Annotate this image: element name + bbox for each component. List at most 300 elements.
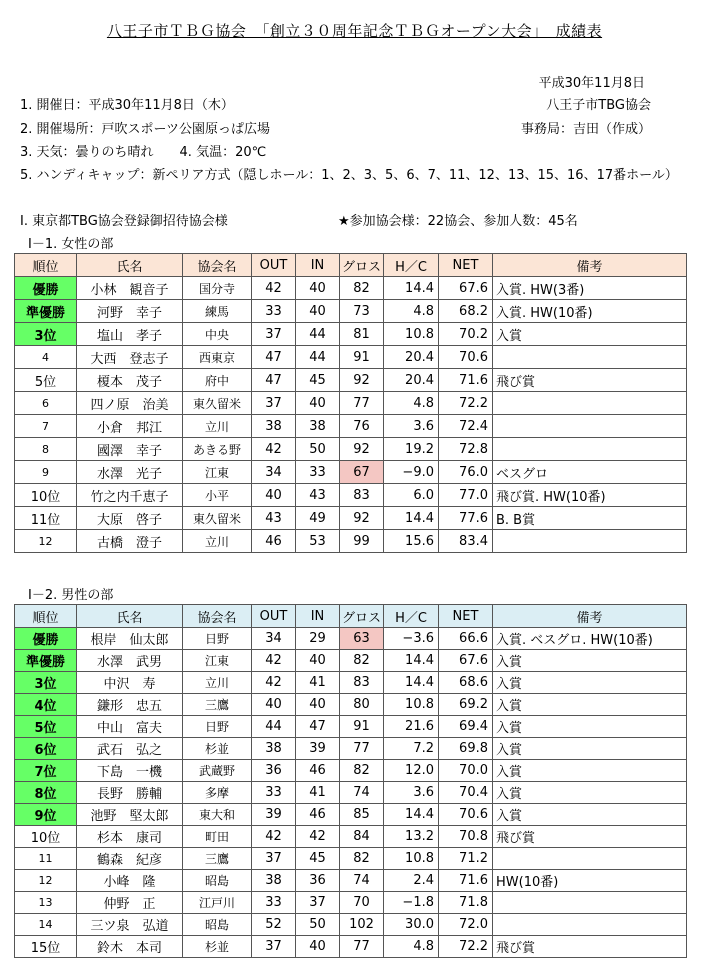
hc-cell: 10.8 [384, 323, 439, 346]
rank-cell: 9位 [15, 804, 77, 826]
rank-cell: 8位 [15, 782, 77, 804]
net-cell: 77.0 [439, 484, 493, 507]
men-result-row [15, 848, 687, 870]
gross-cell: 102 [340, 914, 384, 936]
in-cell: 41 [296, 672, 340, 694]
col-in: IN [296, 254, 340, 277]
in-cell: 53 [296, 530, 340, 553]
assoc-cell: 立川 [183, 530, 252, 553]
col-gross: グロス [340, 605, 384, 628]
net-cell: 70.0 [439, 760, 493, 782]
gross-cell: 67 [340, 461, 384, 484]
name-cell: 國澤 幸子 [77, 438, 183, 461]
hc-cell: −3.6 [384, 628, 439, 650]
in-cell: 44 [296, 346, 340, 369]
report-date: 平成30年11月8日 [538, 76, 645, 91]
info-date: 1. 開催日：平成30年11月8日（木） [20, 98, 234, 113]
out-cell: 40 [252, 484, 296, 507]
note-cell: 入賞 [493, 738, 687, 760]
in-cell: 45 [296, 848, 340, 870]
name-cell: 鎌形 忠五 [77, 694, 183, 716]
rank-cell: 優勝 [15, 277, 77, 300]
col-note: 備考 [493, 605, 687, 628]
name-cell: 根岸 仙太郎 [77, 628, 183, 650]
rank-cell: 5位 [15, 369, 77, 392]
in-cell: 44 [296, 323, 340, 346]
name-cell: 河野 幸子 [77, 300, 183, 323]
net-cell: 69.4 [439, 716, 493, 738]
rank-cell: 3位 [15, 672, 77, 694]
women-result-row [15, 461, 687, 484]
hc-cell: 14.4 [384, 507, 439, 530]
out-cell: 44 [252, 716, 296, 738]
men-result-row [15, 672, 687, 694]
men-section-title: Ⅰ－2. 男性の部 [28, 588, 114, 603]
hc-cell: 19.2 [384, 438, 439, 461]
net-cell: 70.6 [439, 346, 493, 369]
info-weather: 3. 天気：曇りのち晴れ 4. 気温：20℃ [20, 145, 267, 160]
out-cell: 47 [252, 369, 296, 392]
out-cell: 37 [252, 936, 296, 958]
rank-cell: 11 [15, 848, 77, 870]
net-cell: 71.6 [439, 369, 493, 392]
note-cell: 入賞 [493, 760, 687, 782]
rank-cell: 10位 [15, 484, 77, 507]
in-cell: 37 [296, 892, 340, 914]
net-cell: 68.2 [439, 300, 493, 323]
out-cell: 42 [252, 438, 296, 461]
hc-cell: 2.4 [384, 870, 439, 892]
in-cell: 29 [296, 628, 340, 650]
gross-cell: 83 [340, 672, 384, 694]
assoc-cell: 日野 [183, 716, 252, 738]
men-results-table [14, 604, 687, 958]
women-result-row [15, 346, 687, 369]
col-rank: 順位 [15, 254, 77, 277]
rank-cell: 準優勝 [15, 650, 77, 672]
in-cell: 33 [296, 461, 340, 484]
in-cell: 43 [296, 484, 340, 507]
note-cell [493, 392, 687, 415]
net-cell: 72.0 [439, 914, 493, 936]
net-cell: 71.2 [439, 848, 493, 870]
note-cell: 入賞 [493, 694, 687, 716]
hc-cell: 6.0 [384, 484, 439, 507]
men-result-row [15, 628, 687, 650]
gross-cell: 82 [340, 760, 384, 782]
gross-cell: 92 [340, 438, 384, 461]
women-result-row [15, 323, 687, 346]
rank-cell: 7位 [15, 760, 77, 782]
gross-cell: 74 [340, 870, 384, 892]
in-cell: 46 [296, 804, 340, 826]
net-cell: 72.2 [439, 392, 493, 415]
note-cell: 飛び賞 [493, 826, 687, 848]
rank-cell: 12 [15, 530, 77, 553]
net-cell: 83.4 [439, 530, 493, 553]
net-cell: 66.6 [439, 628, 493, 650]
name-cell: 榎本 茂子 [77, 369, 183, 392]
hc-cell: 10.8 [384, 848, 439, 870]
in-cell: 40 [296, 694, 340, 716]
name-cell: 四ノ原 治美 [77, 392, 183, 415]
in-cell: 42 [296, 826, 340, 848]
col-in: IN [296, 605, 340, 628]
col-net: NET [439, 605, 493, 628]
col-out: OUT [252, 605, 296, 628]
note-cell: 入賞. HW(10番) [493, 300, 687, 323]
assoc-cell: 三鷹 [183, 848, 252, 870]
out-cell: 38 [252, 415, 296, 438]
note-cell: 入賞 [493, 782, 687, 804]
rank-cell: 準優勝 [15, 300, 77, 323]
note-cell [493, 914, 687, 936]
rank-cell: 12 [15, 870, 77, 892]
gross-cell: 83 [340, 484, 384, 507]
name-cell: 武石 弘之 [77, 738, 183, 760]
name-cell: 中沢 寿 [77, 672, 183, 694]
note-cell [493, 438, 687, 461]
in-cell: 46 [296, 760, 340, 782]
assoc-cell: 東久留米 [183, 507, 252, 530]
name-cell: 小倉 邦江 [77, 415, 183, 438]
women-result-row [15, 415, 687, 438]
net-cell: 72.8 [439, 438, 493, 461]
women-result-row [15, 484, 687, 507]
out-cell: 33 [252, 300, 296, 323]
gross-cell: 82 [340, 650, 384, 672]
in-cell: 40 [296, 392, 340, 415]
gross-cell: 91 [340, 716, 384, 738]
gross-cell: 80 [340, 694, 384, 716]
out-cell: 37 [252, 323, 296, 346]
participants-summary: ★参加協会様：22協会、参加人数：45名 [338, 214, 578, 229]
gross-cell: 73 [340, 300, 384, 323]
gross-cell: 77 [340, 936, 384, 958]
in-cell: 40 [296, 300, 340, 323]
women-header-row [15, 254, 687, 277]
men-result-row [15, 826, 687, 848]
net-cell: 70.2 [439, 323, 493, 346]
note-cell: 入賞. HW(3番) [493, 277, 687, 300]
women-section-title: Ⅰ－1. 女性の部 [28, 237, 114, 252]
page-title: 八王子市ＴＢＧ協会 「創立３０周年記念ＴＢＧオープン大会」 成績表 [106, 22, 603, 40]
gross-cell: 74 [340, 782, 384, 804]
assoc-cell: 昭島 [183, 870, 252, 892]
hc-cell: 20.4 [384, 346, 439, 369]
name-cell: 竹之内千恵子 [77, 484, 183, 507]
women-result-row [15, 369, 687, 392]
in-cell: 50 [296, 914, 340, 936]
hc-cell: 15.6 [384, 530, 439, 553]
hc-cell: 14.4 [384, 277, 439, 300]
men-result-row [15, 738, 687, 760]
assoc-cell: 町田 [183, 826, 252, 848]
name-cell: 塩山 孝子 [77, 323, 183, 346]
out-cell: 40 [252, 694, 296, 716]
gross-cell: 63 [340, 628, 384, 650]
name-cell: 仲野 正 [77, 892, 183, 914]
out-cell: 39 [252, 804, 296, 826]
note-cell: 入賞 [493, 323, 687, 346]
out-cell: 38 [252, 738, 296, 760]
note-cell: HW(10番) [493, 870, 687, 892]
rank-cell: 11位 [15, 507, 77, 530]
out-cell: 42 [252, 277, 296, 300]
net-cell: 77.6 [439, 507, 493, 530]
note-cell: 飛び賞. HW(10番) [493, 484, 687, 507]
net-cell: 72.4 [439, 415, 493, 438]
net-cell: 70.6 [439, 804, 493, 826]
assoc-cell: 多摩 [183, 782, 252, 804]
in-cell: 40 [296, 277, 340, 300]
men-result-row [15, 936, 687, 958]
in-cell: 41 [296, 782, 340, 804]
women-result-row [15, 392, 687, 415]
hc-cell: 12.0 [384, 760, 439, 782]
hc-cell: 4.8 [384, 300, 439, 323]
rank-cell: 3位 [15, 323, 77, 346]
rank-cell: 5位 [15, 716, 77, 738]
out-cell: 33 [252, 782, 296, 804]
out-cell: 42 [252, 672, 296, 694]
gross-cell: 76 [340, 415, 384, 438]
col-out: OUT [252, 254, 296, 277]
in-cell: 40 [296, 650, 340, 672]
out-cell: 37 [252, 848, 296, 870]
name-cell: 杉本 康司 [77, 826, 183, 848]
net-cell: 67.6 [439, 277, 493, 300]
section-title: Ⅰ. 東京都TBG協会登録御招待協会様 [20, 214, 228, 229]
out-cell: 52 [252, 914, 296, 936]
men-result-row [15, 914, 687, 936]
hc-cell: 7.2 [384, 738, 439, 760]
hc-cell: 14.4 [384, 650, 439, 672]
hc-cell: 13.2 [384, 826, 439, 848]
net-cell: 68.6 [439, 672, 493, 694]
assoc-cell: 杉並 [183, 738, 252, 760]
note-cell [493, 530, 687, 553]
name-cell: 大西 登志子 [77, 346, 183, 369]
rank-cell: 10位 [15, 826, 77, 848]
name-cell: 長野 勝輔 [77, 782, 183, 804]
men-result-row [15, 716, 687, 738]
name-cell: 古橋 澄子 [77, 530, 183, 553]
gross-cell: 81 [340, 323, 384, 346]
men-result-row [15, 650, 687, 672]
men-header-row [15, 605, 687, 628]
assoc-cell: 武蔵野 [183, 760, 252, 782]
note-cell: 飛び賞 [493, 936, 687, 958]
rank-cell: 優勝 [15, 628, 77, 650]
note-cell: 飛び賞 [493, 369, 687, 392]
gross-cell: 82 [340, 277, 384, 300]
net-cell: 69.8 [439, 738, 493, 760]
office: 事務局：吉田（作成） [520, 122, 651, 137]
out-cell: 43 [252, 507, 296, 530]
info-venue: 2. 開催場所：戸吹スポーツ公園原っぱ広場 [20, 122, 271, 137]
rank-cell: 15位 [15, 936, 77, 958]
rank-cell: 4 [15, 346, 77, 369]
net-cell: 69.2 [439, 694, 493, 716]
assoc-cell: 東大和 [183, 804, 252, 826]
name-cell: 小峰 隆 [77, 870, 183, 892]
hc-cell: 20.4 [384, 369, 439, 392]
assoc-cell: 江東 [183, 650, 252, 672]
assoc-cell: 東久留米 [183, 392, 252, 415]
rank-cell: 4位 [15, 694, 77, 716]
assoc-cell: 西東京 [183, 346, 252, 369]
out-cell: 47 [252, 346, 296, 369]
name-cell: 中山 富夫 [77, 716, 183, 738]
out-cell: 33 [252, 892, 296, 914]
rank-cell: 14 [15, 914, 77, 936]
name-cell: 大原 啓子 [77, 507, 183, 530]
note-cell: 入賞 [493, 804, 687, 826]
note-cell: 入賞 [493, 672, 687, 694]
assoc-cell: 昭島 [183, 914, 252, 936]
assoc-cell: 日野 [183, 628, 252, 650]
women-result-row [15, 438, 687, 461]
assoc-cell: 江戸川 [183, 892, 252, 914]
hc-cell: 14.4 [384, 804, 439, 826]
col-assoc: 協会名 [183, 254, 252, 277]
out-cell: 34 [252, 461, 296, 484]
men-result-row [15, 892, 687, 914]
note-cell: B. B賞 [493, 507, 687, 530]
hc-cell: 3.6 [384, 782, 439, 804]
women-result-row [15, 507, 687, 530]
col-assoc: 協会名 [183, 605, 252, 628]
assoc-cell: 中央 [183, 323, 252, 346]
rank-cell: 13 [15, 892, 77, 914]
out-cell: 36 [252, 760, 296, 782]
rank-cell: 7 [15, 415, 77, 438]
out-cell: 37 [252, 392, 296, 415]
assoc-cell: 国分寺 [183, 277, 252, 300]
info-handicap: 5. ハンディキャップ：新ペリア方式（隠しホール：1、2、3、5、6、7、11、12、13、15、16、17番ホール） [20, 168, 678, 183]
col-rank: 順位 [15, 605, 77, 628]
name-cell: 下島 一機 [77, 760, 183, 782]
in-cell: 40 [296, 936, 340, 958]
name-cell: 三ツ泉 弘道 [77, 914, 183, 936]
net-cell: 70.8 [439, 826, 493, 848]
gross-cell: 92 [340, 507, 384, 530]
net-cell: 72.2 [439, 936, 493, 958]
col-net: NET [439, 254, 493, 277]
men-result-row [15, 804, 687, 826]
col-name: 氏名 [77, 605, 183, 628]
assoc-cell: 三鷹 [183, 694, 252, 716]
assoc-cell: あきる野 [183, 438, 252, 461]
in-cell: 47 [296, 716, 340, 738]
hc-cell: 3.6 [384, 415, 439, 438]
assoc-cell: 小平 [183, 484, 252, 507]
assoc-cell: 杉並 [183, 936, 252, 958]
gross-cell: 82 [340, 848, 384, 870]
women-result-row [15, 530, 687, 553]
net-cell: 71.6 [439, 870, 493, 892]
gross-cell: 77 [340, 392, 384, 415]
assoc-cell: 江東 [183, 461, 252, 484]
out-cell: 42 [252, 650, 296, 672]
col-note: 備考 [493, 254, 687, 277]
organizer: 八王子市TBG協会 [546, 98, 651, 113]
gross-cell: 85 [340, 804, 384, 826]
men-result-row [15, 870, 687, 892]
hc-cell: 21.6 [384, 716, 439, 738]
gross-cell: 84 [340, 826, 384, 848]
hc-cell: −9.0 [384, 461, 439, 484]
note-cell: 入賞. ベスグロ. HW(10番) [493, 628, 687, 650]
note-cell: 入賞 [493, 716, 687, 738]
name-cell: 鈴木 本司 [77, 936, 183, 958]
men-result-row [15, 760, 687, 782]
name-cell: 小林 観音子 [77, 277, 183, 300]
gross-cell: 91 [340, 346, 384, 369]
hc-cell: −1.8 [384, 892, 439, 914]
note-cell [493, 892, 687, 914]
assoc-cell: 立川 [183, 415, 252, 438]
col-gross: グロス [340, 254, 384, 277]
in-cell: 50 [296, 438, 340, 461]
net-cell: 67.6 [439, 650, 493, 672]
net-cell: 76.0 [439, 461, 493, 484]
col-name: 氏名 [77, 254, 183, 277]
gross-cell: 77 [340, 738, 384, 760]
note-cell [493, 346, 687, 369]
in-cell: 39 [296, 738, 340, 760]
women-results-table [14, 253, 687, 553]
hc-cell: 30.0 [384, 914, 439, 936]
gross-cell: 70 [340, 892, 384, 914]
col-hc: H／C [384, 605, 439, 628]
in-cell: 36 [296, 870, 340, 892]
hc-cell: 10.8 [384, 694, 439, 716]
gross-cell: 99 [340, 530, 384, 553]
name-cell: 池野 堅太郎 [77, 804, 183, 826]
gross-cell: 92 [340, 369, 384, 392]
rank-cell: 8 [15, 438, 77, 461]
in-cell: 38 [296, 415, 340, 438]
net-cell: 71.8 [439, 892, 493, 914]
men-result-row [15, 782, 687, 804]
hc-cell: 4.8 [384, 936, 439, 958]
women-result-row [15, 277, 687, 300]
out-cell: 42 [252, 826, 296, 848]
rank-cell: 6位 [15, 738, 77, 760]
note-cell: 入賞 [493, 650, 687, 672]
in-cell: 45 [296, 369, 340, 392]
out-cell: 46 [252, 530, 296, 553]
rank-cell: 6 [15, 392, 77, 415]
hc-cell: 14.4 [384, 672, 439, 694]
men-result-row [15, 694, 687, 716]
out-cell: 34 [252, 628, 296, 650]
name-cell: 鶴森 紀彦 [77, 848, 183, 870]
note-cell [493, 415, 687, 438]
out-cell: 38 [252, 870, 296, 892]
note-cell [493, 848, 687, 870]
note-cell: ベスグロ [493, 461, 687, 484]
assoc-cell: 府中 [183, 369, 252, 392]
name-cell: 水澤 光子 [77, 461, 183, 484]
hc-cell: 4.8 [384, 392, 439, 415]
name-cell: 水澤 武男 [77, 650, 183, 672]
women-result-row [15, 300, 687, 323]
net-cell: 70.4 [439, 782, 493, 804]
assoc-cell: 練馬 [183, 300, 252, 323]
